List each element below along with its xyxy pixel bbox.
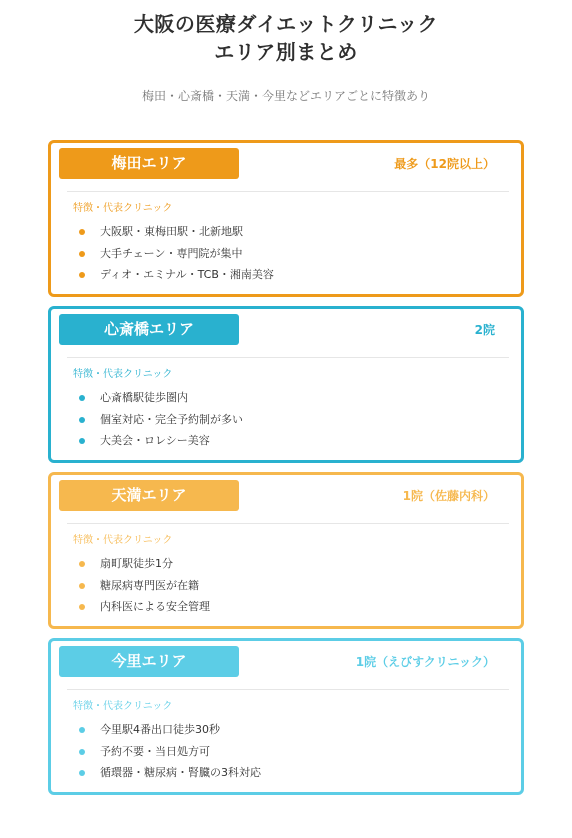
area-name-tag: 天満エリア [59,480,239,511]
area-name-tag: 梅田エリア [59,148,239,179]
feature-item [73,723,509,737]
bullet-dot-icon [79,583,85,589]
bullet-dot-icon [79,438,85,444]
feature-label: 特徴・代表クリニック [73,369,173,380]
area-card-body [73,202,509,290]
bullet-dot-icon [79,251,85,257]
clinic-count: 1院（えびすクリニック） [355,655,495,669]
area-card-body [73,534,509,622]
area-name-tag: 今里エリア [59,646,239,677]
feature-item-text: 内科医による安全管理 [100,600,210,614]
area-card-imazato [48,638,524,795]
bullet-dot-icon [79,417,85,423]
feature-item-text: 大手チェーン・専門院が集中 [100,246,243,260]
card-divider [67,689,509,690]
feature-label: 特徴・代表クリニック [73,535,173,546]
feature-item [73,557,509,571]
area-card-list [48,140,524,804]
card-divider [67,191,509,192]
card-divider [67,523,509,524]
area-card-header [51,475,521,523]
bullet-dot-icon [79,770,85,776]
page-subtitle: 梅田・心斎橋・天満・今里などエリアごとに特徴あり [141,89,430,103]
feature-list [73,723,509,780]
feature-item-text: 個室対応・完全予約制が多い [100,412,243,426]
feature-item [73,600,509,614]
bullet-dot-icon [79,749,85,755]
feature-label: 特徴・代表クリニック [73,203,173,214]
feature-item [73,434,509,448]
area-card-umeda [48,140,524,297]
area-card-header [51,641,521,689]
feature-item [73,413,509,427]
clinic-count: 最多（12院以上） [394,157,495,171]
feature-label: 特徴・代表クリニック [73,701,173,712]
feature-item-text: 糖尿病専門医が在籍 [100,578,199,592]
feature-item-text: 心斎橋駅徒歩圏内 [100,391,188,404]
bullet-dot-icon [79,604,85,610]
feature-item-text: 大阪駅・東梅田駅・北新地駅 [100,225,243,238]
feature-item-text: 今里駅4番出口徒歩30秒 [100,723,220,736]
page-title-line-1: 大阪の医療ダイエットクリニック [133,12,439,36]
clinic-count: 2院 [474,323,495,337]
bullet-dot-icon [79,395,85,401]
feature-item [73,579,509,593]
card-divider [67,357,509,358]
feature-item [73,766,509,780]
page-title-line-2: エリア別まとめ [214,40,358,64]
clinic-count: 1院（佐藤内科） [402,489,495,503]
feature-item-text: ディオ・エミナル・TCB・湘南美容 [100,268,274,282]
area-card-tenma [48,472,524,629]
feature-list [73,557,509,614]
feature-item [73,268,509,282]
page-header [0,0,572,104]
feature-item [73,391,509,405]
area-card-body [73,368,509,456]
feature-item-text: 予約不要・当日処方可 [100,744,210,758]
bullet-dot-icon [79,229,85,235]
feature-item [73,247,509,261]
area-card-header [51,309,521,357]
bullet-dot-icon [79,561,85,567]
feature-item [73,225,509,239]
area-card-shinsaibashi [48,306,524,463]
bullet-dot-icon [79,272,85,278]
feature-list [73,225,509,282]
feature-item [73,745,509,759]
area-card-body [73,700,509,788]
feature-item-text: 循環器・糖尿病・腎臓の3科対応 [100,766,261,780]
bullet-dot-icon [79,727,85,733]
feature-item-text: 大美会・ロレシー美容 [100,434,210,448]
area-card-header [51,143,521,191]
area-name-tag: 心斎橋エリア [59,314,239,345]
feature-item-text: 扇町駅徒歩1分 [100,557,173,570]
feature-list [73,391,509,448]
